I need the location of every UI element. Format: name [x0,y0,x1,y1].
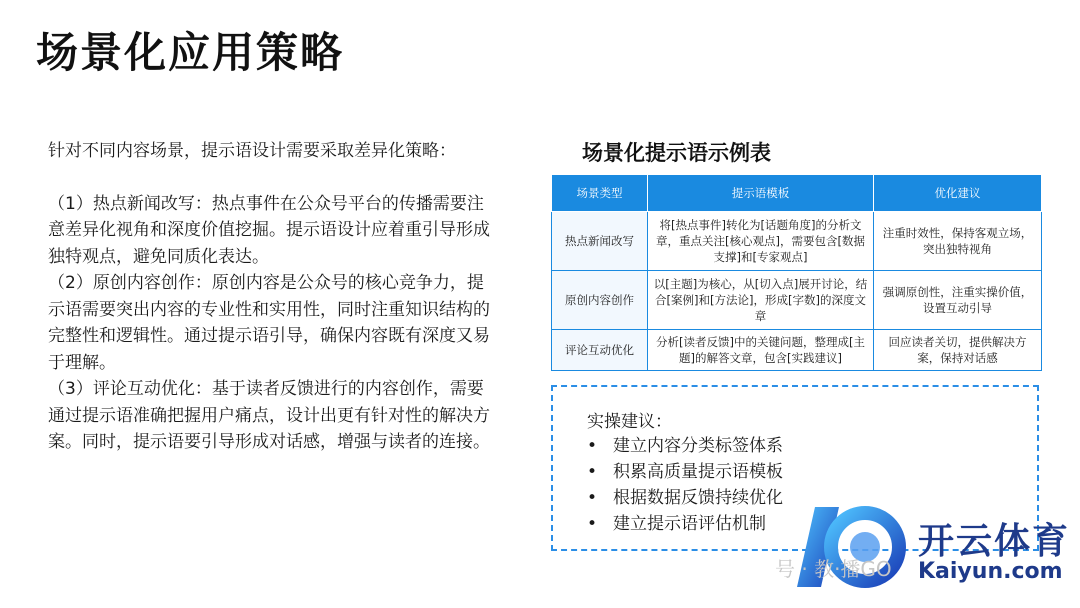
tips-title: 实操建议： [587,412,672,432]
cell-scene-type: 评论互动优化 [552,330,648,371]
brand-name: 开云体育 [918,521,1071,562]
brand-url: Kaiyun.com [918,559,1063,584]
header-template: 提示语模板 [648,175,874,212]
list-item: • 建立提示语评估机制 [587,511,783,537]
header-scene-type: 场景类型 [552,175,648,212]
table-row [552,330,1042,371]
list-item: • 建立内容分类标签体系 [587,433,783,459]
prompt-example-table [551,174,1042,371]
cell-scene-type: 原创内容创作 [552,271,648,330]
spacer [48,165,498,191]
strategy-item-comment: （3）评论互动优化：基于读者反馈进行的内容创作，需要通过提示语准确把握用户痛点，设计出更有针对性的解决方案。同时，提示语要引导形成对话感，增强与读者的连接。 [48,379,490,452]
table-row [552,271,1042,330]
cell-suggestion: 注重时效性，保持客观立场，突出独特视角 [874,212,1042,271]
cell-suggestion: 强调原创性，注重实操价值，设置互动引导 [874,271,1042,330]
cell-template: 分析[读者反馈]中的关键问题，整理成[主题]的解答文章，包含[实践建议] [648,330,874,371]
list-item: • 积累高质量提示语模板 [587,459,783,485]
cell-suggestion: 回应读者关切，提供解决方案，保持对话感 [874,330,1042,371]
header-suggestion: 优化建议 [874,175,1042,212]
intro-text: 针对不同内容场景，提示语设计需要采取差异化策略： [48,141,456,161]
cell-template: 将[热点事件]转化为[话题角度]的分析文章，重点关注[核心观点]，需要包含[数据支撑]和[专家观点] [648,212,874,271]
page-title: 场景化应用策略 [36,28,345,77]
strategy-item-original: （2）原创内容创作：原创内容是公众号的核心竞争力，提示语需要突出内容的专业性和实用性，同时注重知识结构的完整性和逻辑性。通过提示语引导，确保内容既有深度又易于理解。 [48,273,490,373]
table-row [552,212,1042,271]
strategy-text [48,138,498,456]
table-header-row [552,175,1042,212]
kaiyun-logo-icon [775,495,915,605]
list-item: • 根据数据反馈持续优化 [587,485,783,511]
table-title: 场景化提示语示例表 [582,141,771,165]
strategy-item-hot-news: （1）热点新闻改写：热点事件在公众号平台的传播需要注意差异化视角和深度价值挖掘。提示语设计应着重引导形成独特观点，避免同质化表达。 [48,193,490,267]
wechat-watermark: 号 · 教·播GO [775,557,892,581]
tips-list [587,433,783,537]
cell-scene-type: 热点新闻改写 [552,212,648,271]
watermark [775,495,1075,605]
cell-template: 以[主题]为核心，从[切入点]展开讨论，结合[案例]和[方法论]，形成[字数]的深度文章 [648,271,874,330]
